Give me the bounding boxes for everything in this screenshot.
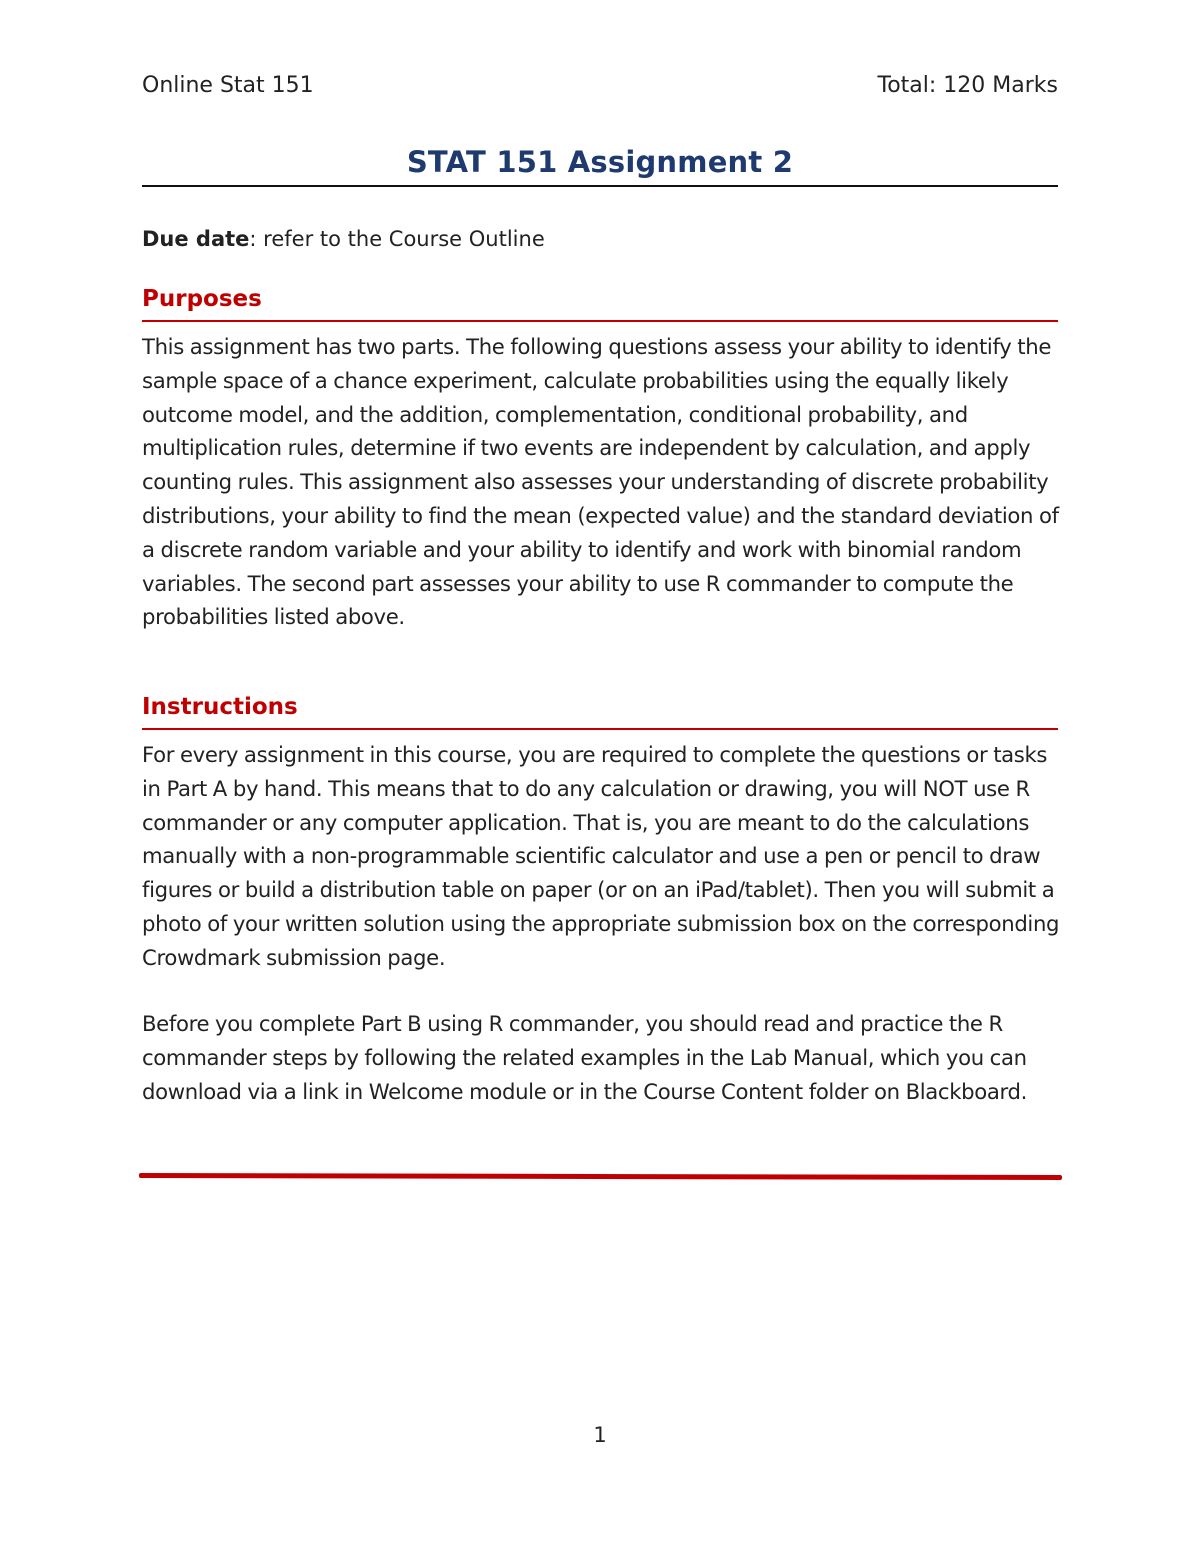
header-total-marks: Total: 120 Marks <box>877 73 1058 98</box>
document-page <box>142 0 1058 1553</box>
instructions-body-1: For every assignment in this course, you are required to complete the questions or tasks in Part A by hand. This means that to do any calculation or drawing, you will NOT use R commander or any computer application. That is, you are meant to do the calculations manually with a non-programmable scientific calculator and use a pen or pencil to draw figures or build a distribution table on paper (or on an iPad/tablet). Then you will submit a photo of your written solution using the appropriate submission box on the corresponding Crowdmark submission page. <box>142 742 1060 970</box>
purposes-heading: Purposes <box>142 286 262 312</box>
due-date-line <box>142 227 545 251</box>
instructions-heading: Instructions <box>142 694 298 720</box>
purposes-body: This assignment has two parts. The following questions assess your ability to identify the sample space of a chance experiment, calculate probabilities using the equally likely outcome model, and the addition, complementation, conditional probability, and multiplication rules, determine if two events are independent by calculation, and apply counting rules. This assignment also assesses your understanding of discrete probability distributions, your ability to find the mean (expected value) and the standard deviation of a discrete random variable and your ability to identify and work with binomial random variables. The second part assesses your ability to use R commander to compute the probabilities listed above. <box>142 334 1059 630</box>
due-date-label: Due date <box>142 227 250 251</box>
document-title: STAT 151 Assignment 2 <box>406 145 794 179</box>
header-course: Online Stat 151 <box>142 73 314 98</box>
instructions-divider <box>142 728 1058 730</box>
page-number: 1 <box>593 1423 607 1447</box>
title-divider <box>142 185 1058 187</box>
page-header <box>142 73 1058 103</box>
due-date-text: : refer to the Course Outline <box>249 227 545 251</box>
section-end-divider <box>139 1173 1062 1180</box>
purposes-divider <box>142 320 1058 322</box>
instructions-body-2: Before you complete Part B using R commander, you should read and practice the R commander steps by following the related examples in the Lab Manual, which you can download via a link in Welcome module or in the Course Content folder on Blackboard. <box>142 1011 1027 1104</box>
